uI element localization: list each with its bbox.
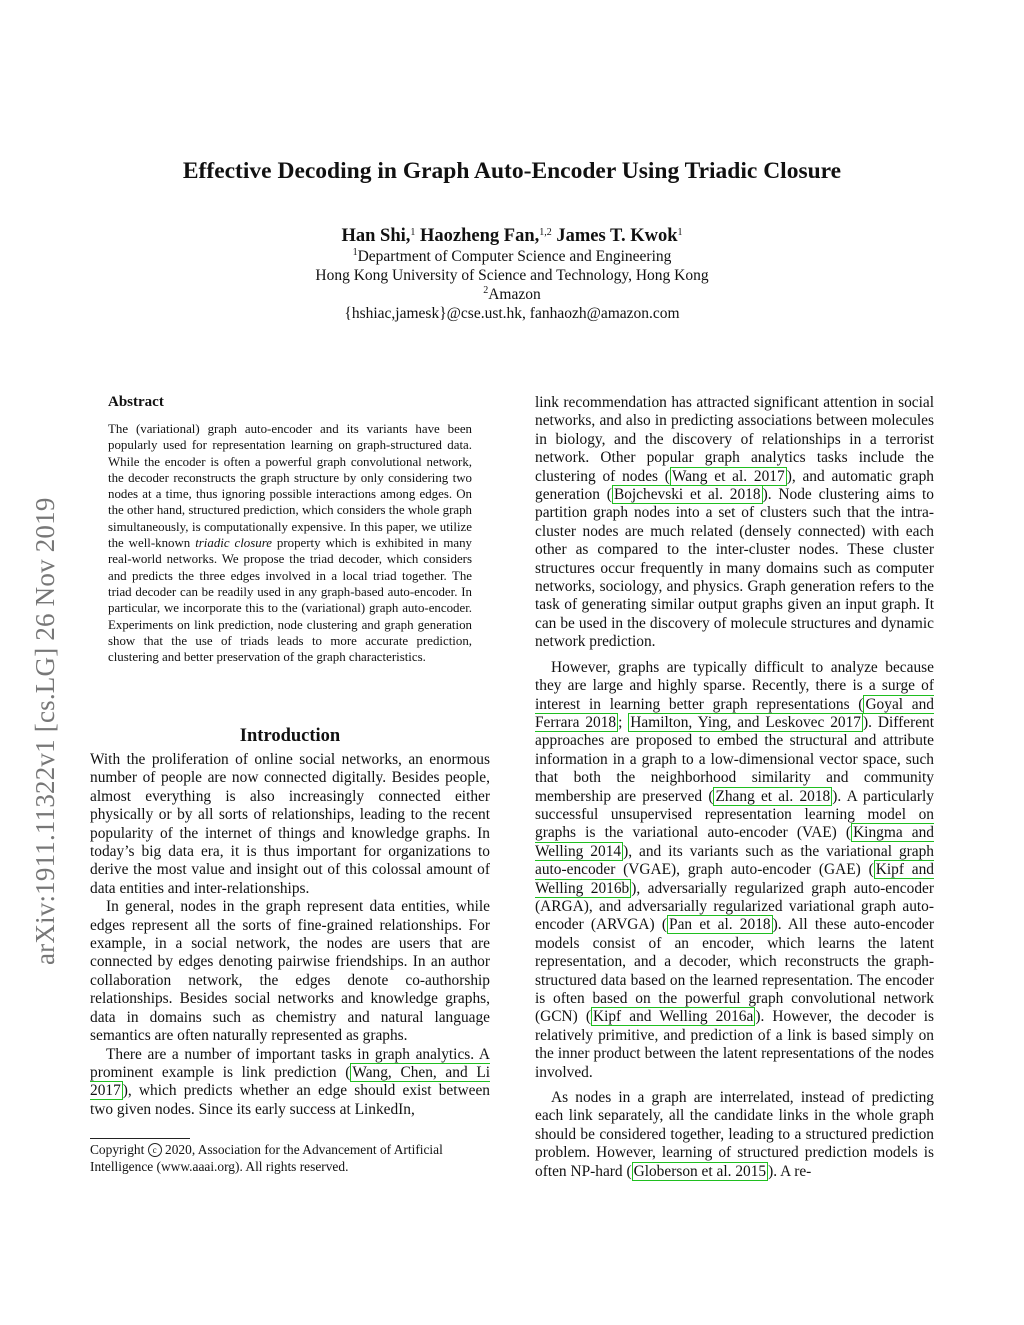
- paragraph-text: ;: [618, 713, 629, 731]
- paragraph-text: As nodes in a graph are interrelated, instead of predicting each link separately, all the candidate links in the whole graph should be considered together, leading to a structured prediction problem. However, learning of structured prediction models is often NP-hard (: [535, 1089, 934, 1180]
- citation-link[interactable]: Kipf and Welling 2016b: [535, 861, 935, 897]
- affiliation-mark: 1: [352, 247, 358, 258]
- paragraph-text: ). Different approaches are proposed to embed the structural and attribute information in a graph to a low-dimensional vector space, such that both the neighborhood similarity and community membership are preserved (: [535, 713, 935, 805]
- paragraph-text: ). A re-: [768, 1162, 812, 1180]
- right-column: [535, 394, 934, 1181]
- abstract-text: The (variational) graph auto-encoder and its variants have been popularly used for representation learning on graph-structured data. While the encoder is often a powerful graph convolutional network, the decoder reconstructs the graph structure by only considering two nodes at a time, thus ignoring possible interactions among edges. On the other hand, structured prediction, which considers the whole graph simultaneously, is computationally expensive. In this paper, we utilize the well-known: [108, 422, 472, 551]
- body-paragraph: [90, 1046, 490, 1120]
- arxiv-stamp: [30, 0, 61, 965]
- citation-link[interactable]: Goyal and Ferrara 2018: [535, 695, 934, 731]
- author-affiliation-mark: 1: [677, 227, 683, 238]
- author-name: James T. Kwok: [556, 226, 678, 246]
- paragraph-text: ). Node clustering aims to partition graph nodes into a set of clusters such that the intra-cluster nodes are much related (densely connected) with each other as compared to the inter-cluster nodes. These cluster structures occur frequently in many domains such as computer networks, sociology, and physics. Graph generation refers to the task of generating similar output graphs given an input graph. It can be used in the discovery of molecule structures and dynamic network prediction.: [535, 486, 935, 651]
- email-line: {hshiac,jamesk}@cse.ust.hk, fanhaozh@amazon.com: [344, 305, 680, 322]
- abstract-heading: Abstract: [108, 394, 164, 410]
- affiliation-line: [0, 248, 1024, 266]
- affiliation-line: [0, 286, 1024, 304]
- author-line: [0, 226, 1024, 247]
- paragraph-text: ). A particularly successful unsupervised representation learning model on graphs is the variational auto-encoder (VAE) (: [535, 787, 934, 842]
- citation-link[interactable]: Pan et al. 2018: [669, 916, 771, 934]
- abstract-text: property which is exhibited in many real-world networks. We propose the triad decoder, which considers and predicts the three edges involved in a local triad together. The triad decoder can be readily used in any graph-based auto-encoder. In particular, we incorporate this to the (variational) graph auto-encoder. Experiments on link prediction, node clustering and graph generation show that the use of triads leads to more accurate prediction, clustering and better preservation of the graph characteristics.: [108, 536, 472, 665]
- abstract-body: [108, 421, 472, 665]
- paragraph-text: ), which predicts whether an edge should exist between two given nodes. Since its early success at LinkedIn,: [90, 1082, 490, 1118]
- author-name: Han Shi,: [341, 226, 411, 246]
- citation-link[interactable]: Wang, Chen, and Li 2017: [90, 1063, 490, 1100]
- body-paragraph: [535, 394, 934, 652]
- paragraph-text: ). However, the decoder is relatively primitive, and prediction of a link is based simply on the inner product between the latent representations of the nodes involved.: [535, 1008, 935, 1081]
- paragraph-text: ), adversarially regularized graph auto-encoder (ARGA), and adversarially regularized variational graph auto-encoder (ARVGA) (: [535, 879, 934, 934]
- body-paragraph: [535, 1089, 934, 1181]
- footnote-rule: [90, 1138, 190, 1139]
- affiliation-line: [0, 267, 1024, 285]
- affiliation-text: Amazon: [488, 286, 541, 303]
- paragraph-text: ). All these auto-encoder models consist of an encoder, which learns the latent representation, and a decoder, which reconstructs the graph-structured data based on the learned representation. The encoder is often based on the powerful graph convolutional network (GCN) (: [535, 916, 934, 1026]
- affiliation-text: Hong Kong University of Science and Technology, Hong Kong: [315, 267, 709, 284]
- author-affiliation-mark: 1: [410, 227, 416, 238]
- paragraph-text: In general, nodes in the graph represent data entities, while edges represent all the sorts of fine-grained relationships. For example, in a social network, the nodes are users that are connected by edges denoting pairwise friendships. In an author collaboration network, the edges denote co-authorship relationships. Besides social networks and knowledge graphs, data in domains such as chemistry and natural language semantics are often naturally represented as graphs.: [90, 898, 490, 1045]
- paragraph-text: link recommendation has attracted significant attention in social networks, and also in predicting associations between molecules in biology, and the discovery of relationships in a terrorist network. Other popular graph analytics tasks include the clustering of nodes (: [535, 394, 934, 485]
- paragraph-text: ), and its variants such as the variational graph auto-encoder (VGAE), graph auto-encoder (GAE) (: [535, 842, 934, 879]
- citation-link[interactable]: Zhang et al. 2018: [715, 787, 831, 805]
- citation-link[interactable]: Globerson et al. 2015: [633, 1162, 767, 1180]
- paper-title: Effective Decoding in Graph Auto-Encoder Using Triadic Closure: [182, 158, 842, 184]
- copyright-prefix: Copyright: [90, 1142, 145, 1157]
- citation-link[interactable]: Kingma and Welling 2014: [535, 824, 935, 860]
- arxiv-id: arXiv:1911.11322v1 [cs.LG] 26 Nov 2019: [30, 497, 60, 965]
- paragraph-text: With the proliferation of online social networks, an enormous number of people are now connected digitally. Besides people, almost everything is also increasingly connected either physically or by all sorts of relationships, leading to the recent popularity of the internet of things and knowledge graphs. In today’s big data era, it is thus important for organizations to derive the most value and insight out of this colossal amount of data entities and inter-relationships.: [90, 751, 490, 897]
- body-paragraph: [90, 898, 490, 1045]
- affiliation-text: Department of Computer Science and Engineering: [357, 248, 672, 265]
- copyright-text: 2020, Association for the Advancement of Artificial Intelligence (www.aaai.org). All rights reserved.: [90, 1142, 443, 1174]
- affiliation-mark: 2: [483, 285, 489, 296]
- copyright-footnote: [90, 1142, 490, 1175]
- abstract-emphasis: triadic closure: [195, 536, 272, 551]
- author-name: Haozheng Fan,: [420, 226, 540, 246]
- paragraph-text: There are a number of important tasks in graph analytics. A prominent example is link prediction (: [90, 1045, 490, 1081]
- citation-link[interactable]: Kipf and Welling 2016a: [592, 1008, 754, 1026]
- citation-link[interactable]: Bojchevski et al. 2018: [613, 486, 761, 504]
- paragraph-text: However, graphs are typically difficult to analyze because they are large and highly sparse. Recently, there is a surge of interest in learning better graph representations (: [535, 658, 934, 713]
- citation-link[interactable]: Wang et al. 2017: [671, 467, 785, 485]
- citation-link[interactable]: Hamilton, Ying, and Leskovec 2017: [630, 713, 862, 731]
- paragraph-text: ), and automatic graph generation (: [535, 467, 934, 504]
- left-column: [90, 751, 490, 1119]
- author-affiliation-mark: 1,2: [539, 227, 552, 238]
- body-paragraph: [535, 659, 934, 1082]
- section-heading-introduction: Introduction: [239, 726, 341, 746]
- body-paragraph: [90, 751, 490, 898]
- copyright-symbol: c: [148, 1143, 162, 1157]
